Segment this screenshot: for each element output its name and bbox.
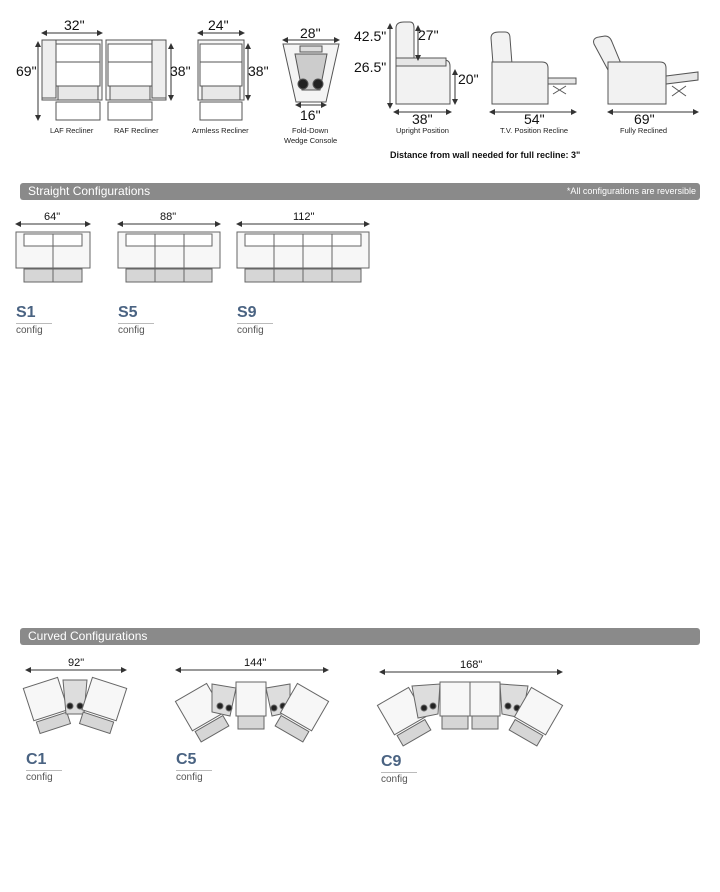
s5-width-label: 88" <box>160 211 177 223</box>
laf-depth-label: 69" <box>16 63 37 79</box>
upright-total-height-label: 42.5" <box>354 28 387 44</box>
c9-config-diagram <box>377 682 562 747</box>
c1-sub: config <box>26 772 53 783</box>
s1-rule <box>16 323 52 324</box>
s9-width-label: 112" <box>293 211 315 223</box>
curved-section-header <box>20 628 700 645</box>
s9-rule <box>237 323 273 324</box>
straight-section-title: Straight Configurations <box>28 184 151 198</box>
full-depth-label: 69" <box>634 111 655 127</box>
upright-back-height-label: 27" <box>418 27 439 43</box>
c5-rule <box>176 770 212 771</box>
s5-code: S5 <box>118 304 138 321</box>
upright-seat-height-label: 20" <box>458 71 479 87</box>
c9-width-label: 168" <box>460 659 483 671</box>
c1-width-label: 92" <box>68 657 85 669</box>
upright-arm-height-label: 26.5" <box>354 59 387 75</box>
armless-caption: Armless Recliner <box>192 126 249 135</box>
s5-sub: config <box>118 325 145 336</box>
reversible-note: *All configurations are reversible <box>566 186 696 196</box>
fully-reclined-diagram <box>594 36 698 104</box>
c1-code: C1 <box>26 751 47 768</box>
raf-height-label: 38" <box>170 63 191 79</box>
armless-width-label: 24" <box>208 17 229 33</box>
tv-caption: T.V. Position Recline <box>500 126 569 135</box>
armless-height-label: 38" <box>248 63 269 79</box>
curved-section-title: Curved Configurations <box>28 629 148 643</box>
console-caption-line1: Fold-Down <box>292 126 329 135</box>
s9-sub: config <box>237 325 264 336</box>
laf-caption: LAF Recliner <box>50 126 94 135</box>
c9-rule <box>381 772 417 773</box>
s1-code: S1 <box>16 304 36 321</box>
straight-section-header <box>20 183 700 200</box>
c1-config-diagram <box>23 677 126 734</box>
tv-depth-label: 54" <box>524 111 545 127</box>
raf-recliner-diagram <box>106 40 166 120</box>
s9-code: S9 <box>237 304 257 321</box>
s9-config-diagram <box>237 232 369 282</box>
upright-depth-label: 38" <box>412 111 433 127</box>
upright-caption: Upright Position <box>396 126 449 135</box>
laf-width-label: 32" <box>64 17 85 33</box>
c5-config-diagram <box>175 682 328 743</box>
armless-recliner-diagram <box>198 40 244 120</box>
s1-sub: config <box>16 325 43 336</box>
s1-config-diagram <box>16 232 90 282</box>
tv-position-diagram <box>491 32 576 104</box>
wedge-console-diagram <box>283 44 339 102</box>
wall-distance-note: Distance from wall needed for full recline: 3" <box>390 150 581 160</box>
c5-width-label: 144" <box>244 657 267 669</box>
console-top-label: 28" <box>300 25 321 41</box>
full-caption: Fully Reclined <box>620 126 668 135</box>
s1-width-label: 64" <box>44 211 61 223</box>
console-bottom-label: 16" <box>300 107 321 123</box>
s5-config-diagram <box>118 232 220 282</box>
console-caption-line2: Wedge Console <box>284 136 338 145</box>
c5-code: C5 <box>176 751 197 768</box>
s5-rule <box>118 323 154 324</box>
c9-sub: config <box>381 774 408 785</box>
c5-sub: config <box>176 772 203 783</box>
raf-caption: RAF Recliner <box>114 126 159 135</box>
c9-code: C9 <box>381 753 402 770</box>
c1-rule <box>26 770 62 771</box>
laf-recliner-diagram <box>42 40 102 120</box>
